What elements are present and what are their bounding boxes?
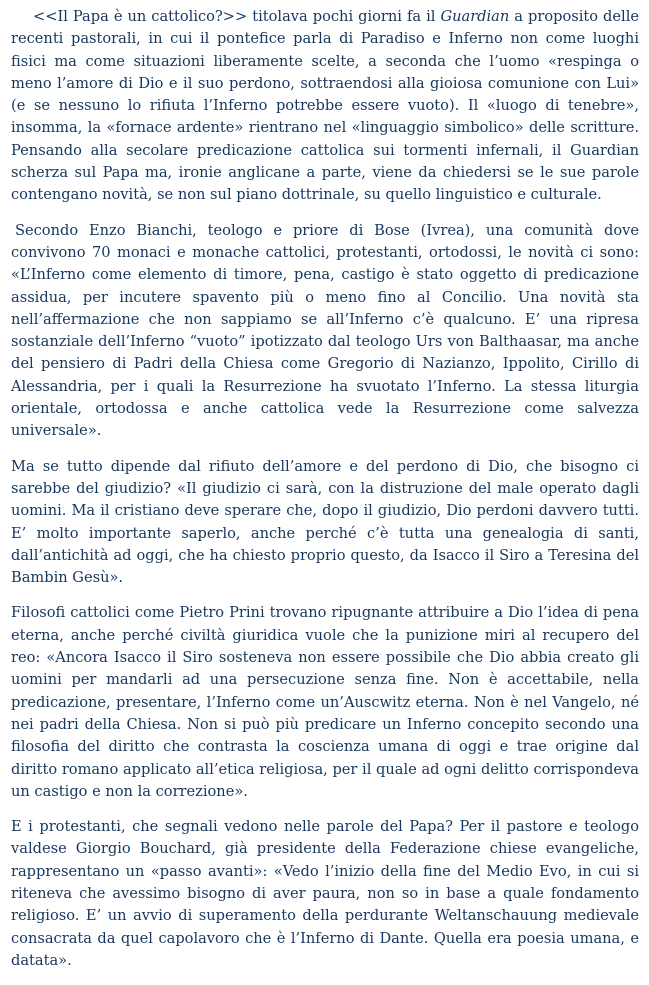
paragraph-text: a proposito delle recenti pastorali, in cui il pontefice parla di Paradiso e Inferno non come luoghi fisici ma come situazioni liberamente scelte, a seconda che l’uomo «respinga o meno l’amore di Dio e il suo perdono, sottraendosi alla gioiosa comunione con Lui» (e se nessuno lo rifiuta l’Inferno potrebbe essere vuoto). Il «luogo di tenebre», insomma, la «fornace ardente» rientrano nel «linguaggio simbolico» delle scritture. Pensando alla secolare predicazione cattolica sui tormenti infernali, il Guardian scherza sul Papa ma, ironie anglicane a parte, viene da chiedersi se le sue parole contengano novità, se non sul piano dottrinale, su quello linguistico e culturale.	[11, 8, 639, 204]
paragraph-intro-guardian	[11, 6, 639, 207]
paragraph-protestanti: E i protestanti, che segnali vedono nelle parole del Papa? Per il pastore e teologo valdese Giorgio Bouchard, già presidente della Federazione chiese evangeliche, rappresentano un «passo avanti»: «Vedo l’inizio della fine del Medio Evo, in cui si riteneva che avessimo bisogno di aver paura, non so in base a quale fondamento religioso. E’ un avvio di superamento della perdurante Weltanschauung medievale consacrata da quel capolavoro che è l’Inferno di Dante. Quella era poesia umana, e datata».	[11, 818, 639, 969]
paragraph-text: <<Il Papa è un cattolico?>> titolava pochi giorni fa il	[33, 8, 441, 25]
newspaper-name-italic: Guardian	[440, 8, 510, 25]
article-body	[11, 6, 639, 985]
paragraph-enzo-bianchi: Secondo Enzo Bianchi, teologo e priore di Bose (Ivrea), una comunità dove convivono 70 monaci e monache cattolici, protestanti, ortodossi, le novità ci sono: «L’Inferno come elemento di timore, pena, castigo è stato oggetto di predicazione assidua, per incutere spavento più o meno fino al Concilio. Una novità sta nell’affermazione che non sappiamo se all’Inferno c’è qualcuno. E’ una ripresa sostanziale dell’Inferno “vuoto” ipotizzato dal teologo Urs von Balthaasar, ma anche del pensiero di Padri della Chiesa come Gregorio di Nazianzo, Ippolito, Cirillo di Alessandria, per i quali la Resurrezione ha svuotato l’Inferno. La stessa liturgia orientale, ortodossa e anche cattolica vede la Resurrezione come salvezza universale».	[11, 221, 639, 440]
paragraph-giudizio: Ma se tutto dipende dal rifiuto dell’amore e del perdono di Dio, che bisogno ci sarebbe del giudizio? «Il giudizio ci sarà, con la distruzione del male operato dagli uomini. Ma il cristiano deve sperare che, dopo il giudizio, Dio perdoni davvero tutti. E’ molto importante saperlo, anche perché c’è tutta una genealogia di santi, dall’antichità ad oggi, che ha chiesto proprio questo, da Isacco il Siro a Teresina del Bambin Gesù».	[11, 457, 639, 587]
paragraph-pietro-prini: Filosofi cattolici come Pietro Prini trovano ripugnante attribuire a Dio l’idea di pena eterna, anche perché civiltà giuridica vuole che la punizione miri al recupero del reo: «Ancora Isacco il Siro sosteneva non essere possibile che Dio abbia creato gli uomini per mandarli ad una persecuzione senza fine. Non è accettabile, nella predicazione, presentare, l’Inferno come un’Auscwitz eterna. Non è nel Vangelo, né nei padri della Chiesa. Non si può più predicare un Inferno concepito secondo una filosofia del diritto che contrasta la coscienza umana di oggi e trae origine dal diritto romano applicato all’etica religiosa, per il quale ad ogni delitto corrispondeva un castigo e non la correzione».	[11, 604, 639, 800]
